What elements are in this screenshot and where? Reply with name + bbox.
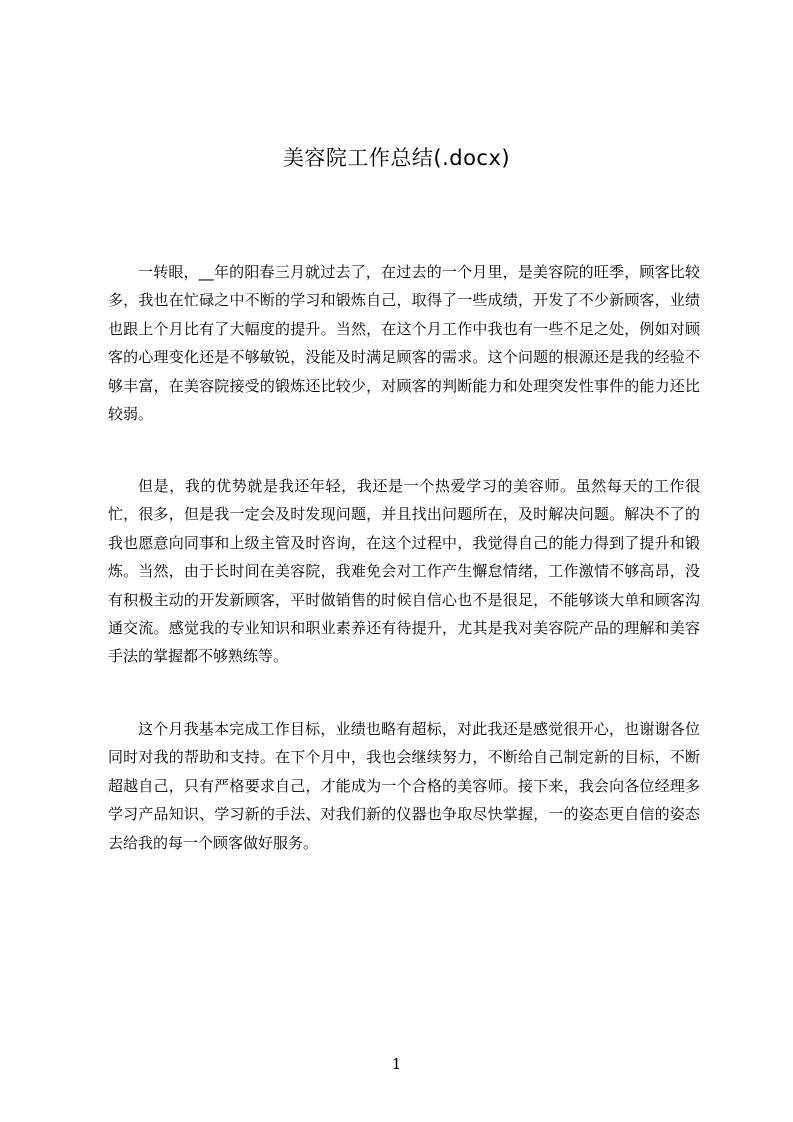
paragraph-2: 但是，我的优势就是我还年轻，我还是一个热爱学习的美容师。虽然每天的工作很忙，很多，但是我一定会及时发现问题，并且找出问题所在，及时解决问题。解决不了的我也愿意向同事和上级主管及时咨询，在这个过程中，我觉得自己的能力得到了提升和锻炼。当然，由于长时间在美容院，我难免会对工作产生懈怠情绪，工作激情不够高昂，没有积极主动的开发新顾客，平时做销售的时候自信心也不是很足，不能够谈大单和顾客沟通交流。感觉我的专业知识和职业素养还有待提升，尤其是我对美容院产品的理解和美容手法的掌握都不够熟练等。 — [108, 477, 700, 666]
paragraph-3: 这个月我基本完成工作目标，业绩也略有超标，对此我还是感觉很开心，也谢谢各位同时对我的帮助和支持。在下个月中，我也会继续努力，不断给自己制定新的目标，不断超越自己，只有严格要求自己，才能成为一个合格的美容师。接下来，我会向各位经理多学习产品知识、学习新的手法、对我们新的仪器也争取尽快掌握，一的姿态更自信的姿态去给我的每一个顾客做好服务。 — [108, 720, 700, 852]
document-title: 美容院工作总结(.docx) — [282, 146, 511, 170]
page-number: 1 — [391, 1055, 402, 1073]
paragraph-1: 一转眼，__年的阳春三月就过去了，在过去的一个月里，是美容院的旺季，顾客比较多，我也在忙碌之中不断的学习和锻炼自己，取得了一些成绩，开发了不少新顾客，业绩也跟上个月比有了大幅度的提升。当然，在这个月工作中我也有一些不足之处，例如对顾客的心理变化还是不够敏锐，没能及时满足顾客的需求。这个问题的根源还是我的经验不够丰富，在美容院接受的锻炼还比较少，对顾客的判断能力和处理突发性事件的能力还比较弱。 — [108, 263, 700, 424]
